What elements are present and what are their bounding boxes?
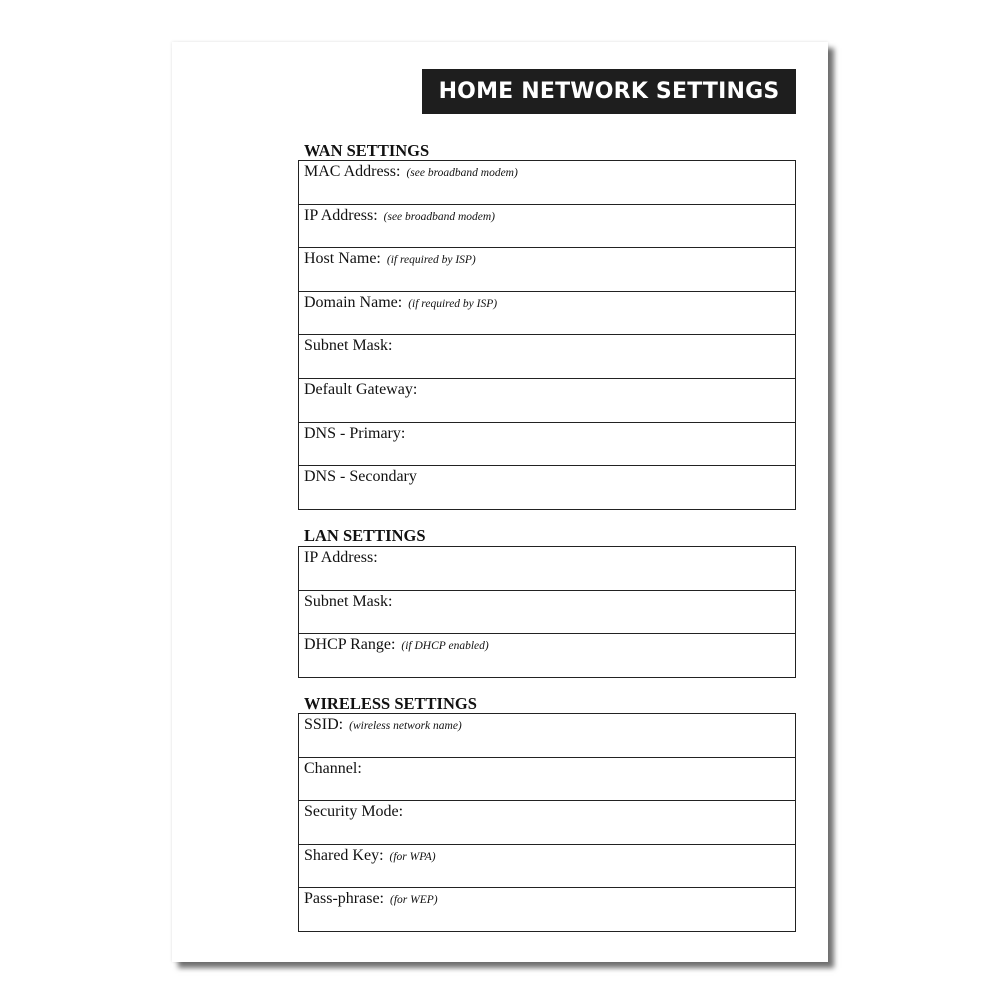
wan-default-gateway-row[interactable] xyxy=(299,379,795,423)
field-note: (see broadband modem) xyxy=(406,167,518,179)
field-label: IP Address: xyxy=(304,549,378,566)
wan-mac-address-row[interactable] xyxy=(299,161,795,205)
field-note: (for WPA) xyxy=(389,850,436,863)
wan-ip-address-row[interactable] xyxy=(299,205,795,249)
wireless-security-mode-row[interactable] xyxy=(299,801,795,845)
field-label: IP Address: xyxy=(304,206,378,224)
field-label: MAC Address: xyxy=(304,163,401,180)
field-label: Channel: xyxy=(304,759,362,777)
lan-section-heading: LAN SETTINGS xyxy=(304,526,426,545)
wan-subnet-mask-row[interactable] xyxy=(299,335,795,379)
field-label: Default Gateway: xyxy=(304,380,418,398)
field-note: (see broadband modem) xyxy=(383,210,495,223)
wan-section-heading: WAN SETTINGS xyxy=(304,141,430,160)
field-note: (if DHCP enabled) xyxy=(401,640,489,653)
field-label: DNS - Secondary xyxy=(304,468,417,486)
wan-settings-table xyxy=(298,160,796,510)
field-label: Subnet Mask: xyxy=(304,337,393,355)
field-label: Security Mode: xyxy=(304,803,404,821)
field-label: Domain Name: xyxy=(304,293,403,311)
field-note: (for WEP) xyxy=(389,894,438,907)
field-note: (if required by ISP) xyxy=(386,254,476,267)
field-label: Subnet Mask: xyxy=(304,592,393,610)
field-label: Pass-phrase: xyxy=(304,890,384,908)
wireless-settings-table xyxy=(298,713,796,932)
lan-ip-address-row[interactable] xyxy=(299,547,795,591)
page-title: HOME NETWORK SETTINGS xyxy=(422,69,796,114)
wan-dns-primary-row[interactable] xyxy=(299,423,795,467)
wireless-shared-key-row[interactable] xyxy=(299,845,795,889)
lan-settings-table xyxy=(298,546,796,678)
wireless-pass-phrase-row[interactable] xyxy=(299,888,795,932)
field-note: (wireless network name) xyxy=(349,720,462,732)
field-label: DNS - Primary: xyxy=(304,424,406,442)
wan-dns-secondary-row[interactable] xyxy=(299,466,795,510)
lan-subnet-mask-row[interactable] xyxy=(299,591,795,635)
wireless-section-heading: WIRELESS SETTINGS xyxy=(304,694,477,713)
lan-dhcp-range-row[interactable] xyxy=(299,634,795,678)
wan-host-name-row[interactable] xyxy=(299,248,795,292)
wireless-ssid-row[interactable] xyxy=(299,714,795,758)
field-label: DHCP Range: xyxy=(304,636,396,654)
field-label: Host Name: xyxy=(304,250,381,268)
field-note: (if required by ISP) xyxy=(408,297,498,310)
wireless-channel-row[interactable] xyxy=(299,758,795,802)
form-page xyxy=(172,42,828,962)
wan-domain-name-row[interactable] xyxy=(299,292,795,336)
field-label: Shared Key: xyxy=(304,846,384,864)
field-label: SSID: xyxy=(304,716,344,733)
